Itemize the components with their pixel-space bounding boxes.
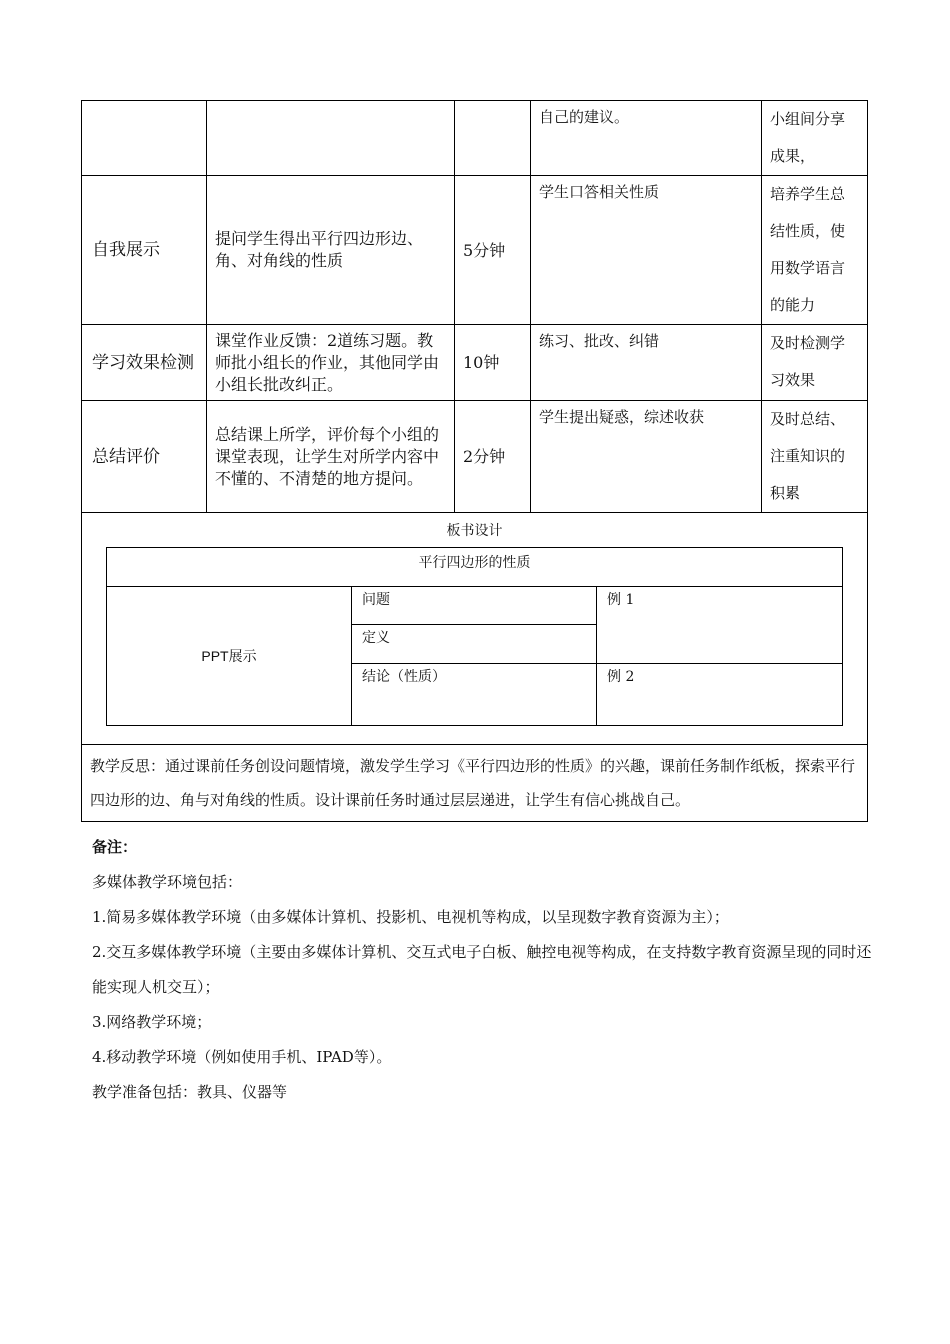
conclusion-cell: 结论（性质） xyxy=(352,664,597,726)
board-design-table xyxy=(106,547,843,726)
activity-cell: 自己的建议。 xyxy=(531,101,762,176)
board-design-heading: 板书设计 xyxy=(446,523,503,539)
activity-cell: 练习、批改、纠错 xyxy=(531,325,762,401)
stage-cell: 总结评价 xyxy=(82,401,207,513)
ppt-cell: PPT展示 xyxy=(107,587,352,726)
table-row xyxy=(82,101,868,176)
time-cell xyxy=(455,101,531,176)
goal-cell: 及时检测学习效果 xyxy=(762,325,868,401)
reflection-cell: 教学反思：通过课前任务创设问题情境，激发学生学习《平行四边形的性质》的兴趣，课前任务制作纸板，探索平行四边形的边、角与对角线的性质。设计课前任务时通过层层递进，让学生有信心挑战自己。 xyxy=(82,745,868,822)
lesson-plan-table xyxy=(81,100,868,822)
stage-cell xyxy=(82,101,207,176)
example1-cell: 例 1 xyxy=(597,587,843,664)
board-title: 平行四边形的性质 xyxy=(107,548,843,587)
time-cell: 10钟 xyxy=(455,325,531,401)
activity-cell: 学生提出疑惑，综述收获 xyxy=(531,401,762,513)
goal-cell: 小组间分享成果， xyxy=(762,101,868,176)
stage-cell: 学习效果检测 xyxy=(82,325,207,401)
notes-prep: 教学准备包括：教具、仪器等 xyxy=(92,1083,288,1101)
example2-cell: 例 2 xyxy=(597,664,843,726)
time-cell: 5分钟 xyxy=(455,176,531,325)
notes-item: 1.简易多媒体教学环境（由多媒体计算机、投影机、电视机等构成，以呈现数字教育资源为主）； xyxy=(92,908,729,926)
notes-item: 2.交互多媒体教学环境（主要由多媒体计算机、交互式电子白板、触控电视等构成，在支持数字教育资源呈现的同时还能实现人机交互）； xyxy=(92,943,872,996)
stage-cell: 自我展示 xyxy=(82,176,207,325)
board-design-cell xyxy=(82,513,868,745)
reflection-row xyxy=(82,745,868,822)
notes-section xyxy=(92,830,872,1110)
content-cell: 课堂作业反馈：2道练习题。教师批小组长的作业，其他同学由小组长批改纠正。 xyxy=(207,325,455,401)
table-row xyxy=(82,176,868,325)
table-row xyxy=(82,401,868,513)
goal-cell: 及时总结、注重知识的积累 xyxy=(762,401,868,513)
time-cell: 2分钟 xyxy=(455,401,531,513)
notes-heading: 备注： xyxy=(92,838,138,856)
notes-item: 4.移动教学环境（例如使用手机、IPAD等）。 xyxy=(92,1048,392,1066)
notes-item: 3.网络教学环境； xyxy=(92,1013,212,1031)
activity-cell: 学生口答相关性质 xyxy=(531,176,762,325)
question-cell: 问题 xyxy=(352,587,597,625)
board-design-row xyxy=(82,513,868,745)
content-cell: 提问学生得出平行四边形边、角、对角线的性质 xyxy=(207,176,455,325)
definition-cell: 定义 xyxy=(352,625,597,664)
goal-cell: 培养学生总结性质，使用数学语言的能力 xyxy=(762,176,868,325)
table-row xyxy=(82,325,868,401)
content-cell xyxy=(207,101,455,176)
content-cell: 总结课上所学，评价每个小组的课堂表现，让学生对所学内容中不懂的、不清楚的地方提问。 xyxy=(207,401,455,513)
notes-intro: 多媒体教学环境包括： xyxy=(92,873,243,891)
